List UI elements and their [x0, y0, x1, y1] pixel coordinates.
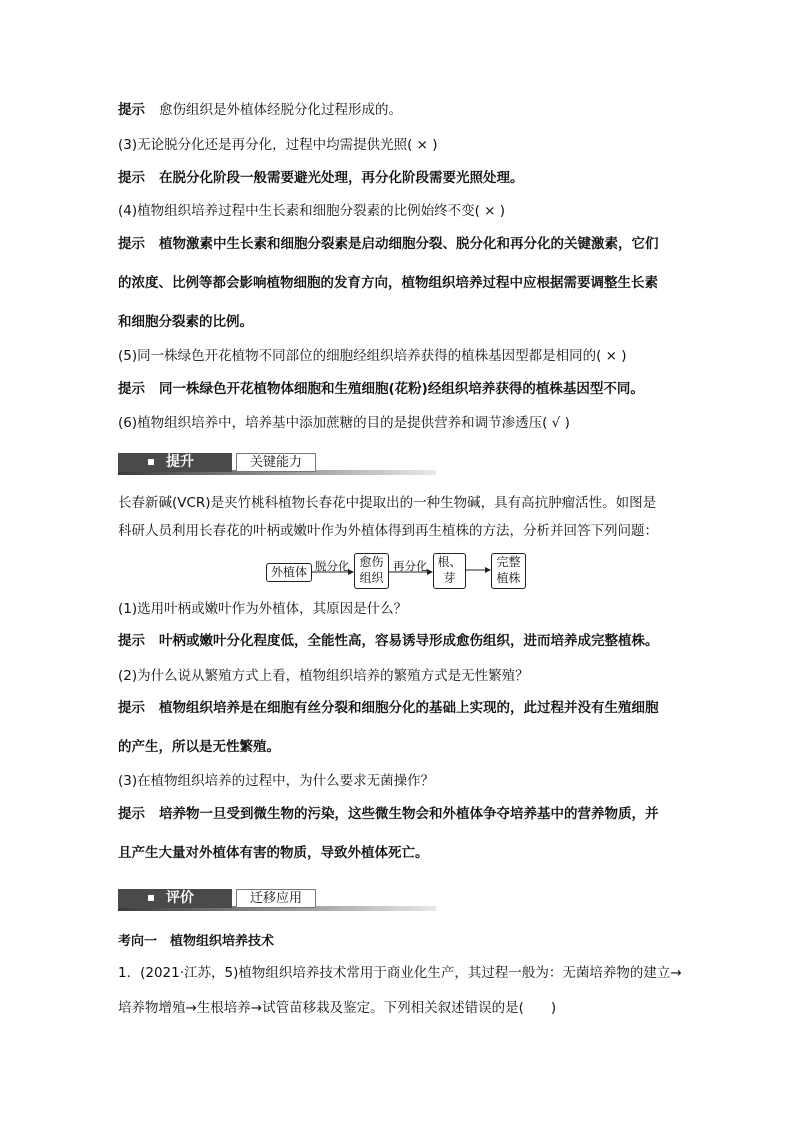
hint-text: 植物组织培养是在细胞有丝分裂和细胞分化的基础上实现的，此过程并没有生殖细胞 — [159, 700, 659, 716]
hint-cont-4b: 和细胞分裂素的比例。 — [118, 314, 253, 330]
sub-question-1: (1)选用叶柄或嫩叶作为外植体，其原因是什么？ — [118, 601, 408, 617]
sub-question-3: (3)在植物组织培养的过程中，为什么要求无菌操作？ — [118, 773, 435, 789]
exam-heading: 考向一 植物组织培养技术 — [118, 934, 275, 949]
question-6: (6)植物组织培养中，培养基中添加蔗糖的目的是提供营养和调节渗透压( √ ) — [118, 415, 570, 431]
flow-box-callus: 愈伤 组织 — [354, 553, 389, 589]
answer-2 — [118, 699, 659, 717]
question-5: (5)同一株绿色开花植物不同部位的细胞经组织培养获得的植株基因型都是相同的( × ) — [118, 348, 627, 364]
banner-light-tab: 关键能力 — [236, 453, 316, 472]
exam-question-line-1: 1．(2021·江苏，5)植物组织培养技术常用于商业化生产，其过程一般为：无菌培养物的建立→ — [118, 965, 682, 981]
hint-label: 提示 — [118, 700, 145, 716]
hint-text: 培养物一旦受到微生物的污染，这些微生物会和外植体争夺培养基中的营养物质，并 — [159, 806, 659, 822]
question-3: (3)无论脱分化还是再分化，过程中均需提供光照( × ) — [118, 137, 438, 153]
flow-label-redifferentiation: 再分化 — [393, 559, 428, 573]
hint-label: 提示 — [118, 236, 145, 252]
hint-label: 提示 — [118, 381, 145, 397]
sub-question-2: (2)为什么说从繁殖方式上看，植物组织培养的繁殖方式是无性繁殖？ — [118, 668, 529, 684]
exam-question-line-2: 培养物增殖→生根培养→试管苗移栽及鉴定。下列相关叙述错误的是( ) — [118, 1000, 557, 1016]
hint-text: 同一株绿色开花植物体细胞和生殖细胞(花粉)经组织培养获得的植株基因型不同。 — [159, 381, 644, 397]
hint-label: 提示 — [118, 170, 145, 186]
answer-2-cont: 的产生，所以是无性繁殖。 — [118, 739, 280, 755]
answer-3-cont: 且产生大量对外植体有害的物质，导致外植体死亡。 — [118, 845, 429, 861]
hint-text: 植物激素中生长素和细胞分裂素是启动细胞分裂、脱分化和再分化的关键激素，它们 — [159, 236, 659, 252]
intro-paragraph-1: 长春新碱(VCR)是夹竹桃科植物长春花中提取出的一种生物碱，具有高抗肿瘤活性。如图是 — [118, 495, 657, 511]
hint-label: 提示 — [118, 102, 145, 118]
square-icon — [148, 895, 154, 901]
hint-text: 在脱分化阶段一般需要避光处理，再分化阶段需要光照处理。 — [159, 170, 524, 186]
banner-light-tab: 迁移应用 — [236, 889, 316, 908]
flow-box-explant: 外植体 — [266, 563, 312, 582]
banner-dark-tab: 评价 — [118, 889, 232, 908]
answer-1 — [118, 632, 659, 650]
hint-text: 愈伤组织是外植体经脱分化过程形成的。 — [159, 102, 402, 118]
hint-cont-4a: 的浓度、比例等都会影响植物细胞的发育方向，植物组织培养过程中应根据需要调整生长素 — [118, 275, 658, 291]
section-banner-evaluate — [118, 889, 436, 911]
flow-box-root-bud: 根、 芽 — [433, 553, 466, 589]
flow-label-dedifferentiation: 脱分化 — [315, 559, 350, 573]
question-4: (4)植物组织培养过程中生长素和细胞分裂素的比例始终不变( × ) — [118, 203, 506, 219]
answer-3 — [118, 805, 659, 823]
hint-text: 叶柄或嫩叶分化程度低，全能性高，容易诱导形成愈伤组织，进而培养成完整植株。 — [159, 633, 659, 649]
hint-label: 提示 — [118, 633, 145, 649]
flow-box-whole-plant: 完整 植株 — [491, 553, 526, 589]
hint-label: 提示 — [118, 806, 145, 822]
banner-dark-tab: 提升 — [118, 453, 232, 472]
intro-paragraph-2: 科研人员利用长春花的叶柄或嫩叶作为外植体得到再生植株的方法，分析并回答下列问题： — [118, 523, 658, 539]
